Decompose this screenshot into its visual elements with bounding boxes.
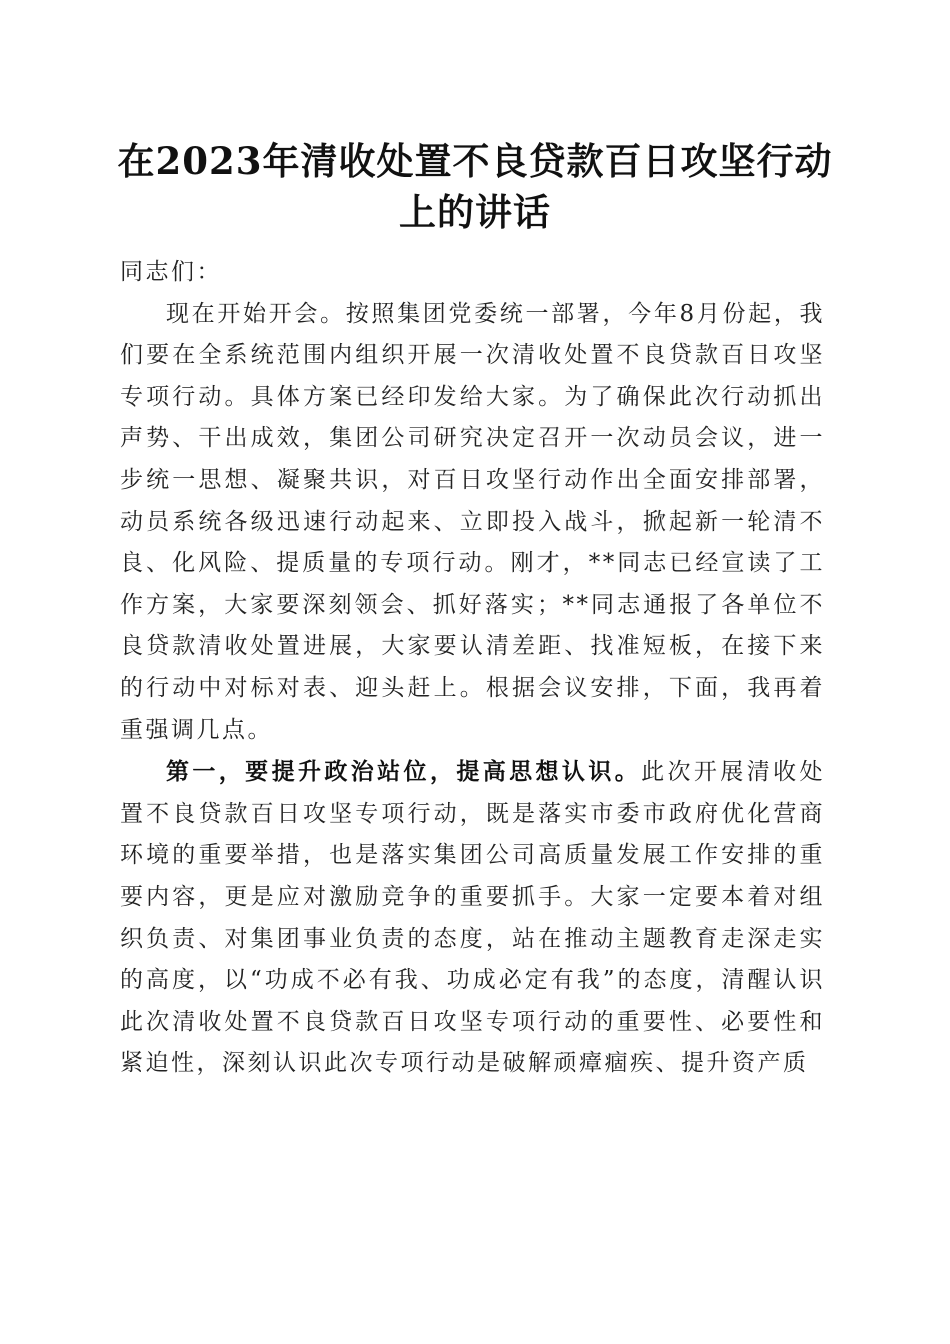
- point-one-body: 此次开展清收处置不良贷款百日攻坚专项行动，既是落实市委市政府优化营商环境的重要举措，也是落实集团公司高质量发展工作安排的重要内容，更是应对激励竞争的重要抓手。大家一定要本着对组织负责、对集团事业负责的态度，站在推动主题教育走深走实的高度，以“功成不必有我、功成必定有我”的态度，清醒认识此次清收处置不良贷款百日攻坚专项行动的重要性、必要性和紧迫性，深刻认识此次专项行动是破解顽瘴痼疾、提升资产质: [120, 759, 826, 1077]
- paragraph-point-one: [120, 751, 825, 1085]
- point-one-heading: 第一，要提升政治站位，提高思想认识。: [166, 758, 642, 786]
- document-body: [120, 252, 825, 1085]
- document-title: 在2023年清收处置不良贷款百日攻坚行动上的讲话: [117, 139, 833, 234]
- salutation: 同志们：: [120, 259, 222, 285]
- paragraph-opening: 现在开始开会。按照集团党委统一部署，今年8月份起，我们要在全系统范围内组织开展一次清收处置不良贷款百日攻坚专项行动。具体方案已经印发给大家。为了确保此次行动抓出声势、干出成效，集团公司研究决定召开一次动员会议，进一步统一思想、凝聚共识，对百日攻坚行动作出全面安排部署，动员系统各级迅速行动起来、立即投入战斗，掀起新一轮清不良、化风险、提质量的专项行动。刚才，**同志已经宣读了工作方案，大家要深刻领会、抓好落实；**同志通报了各单位不良贷款清收处置进展，大家要认清差距、找准短板，在接下来的行动中对标对表、迎头赶上。根据会议安排，下面，我再着重强调几点。: [120, 300, 825, 743]
